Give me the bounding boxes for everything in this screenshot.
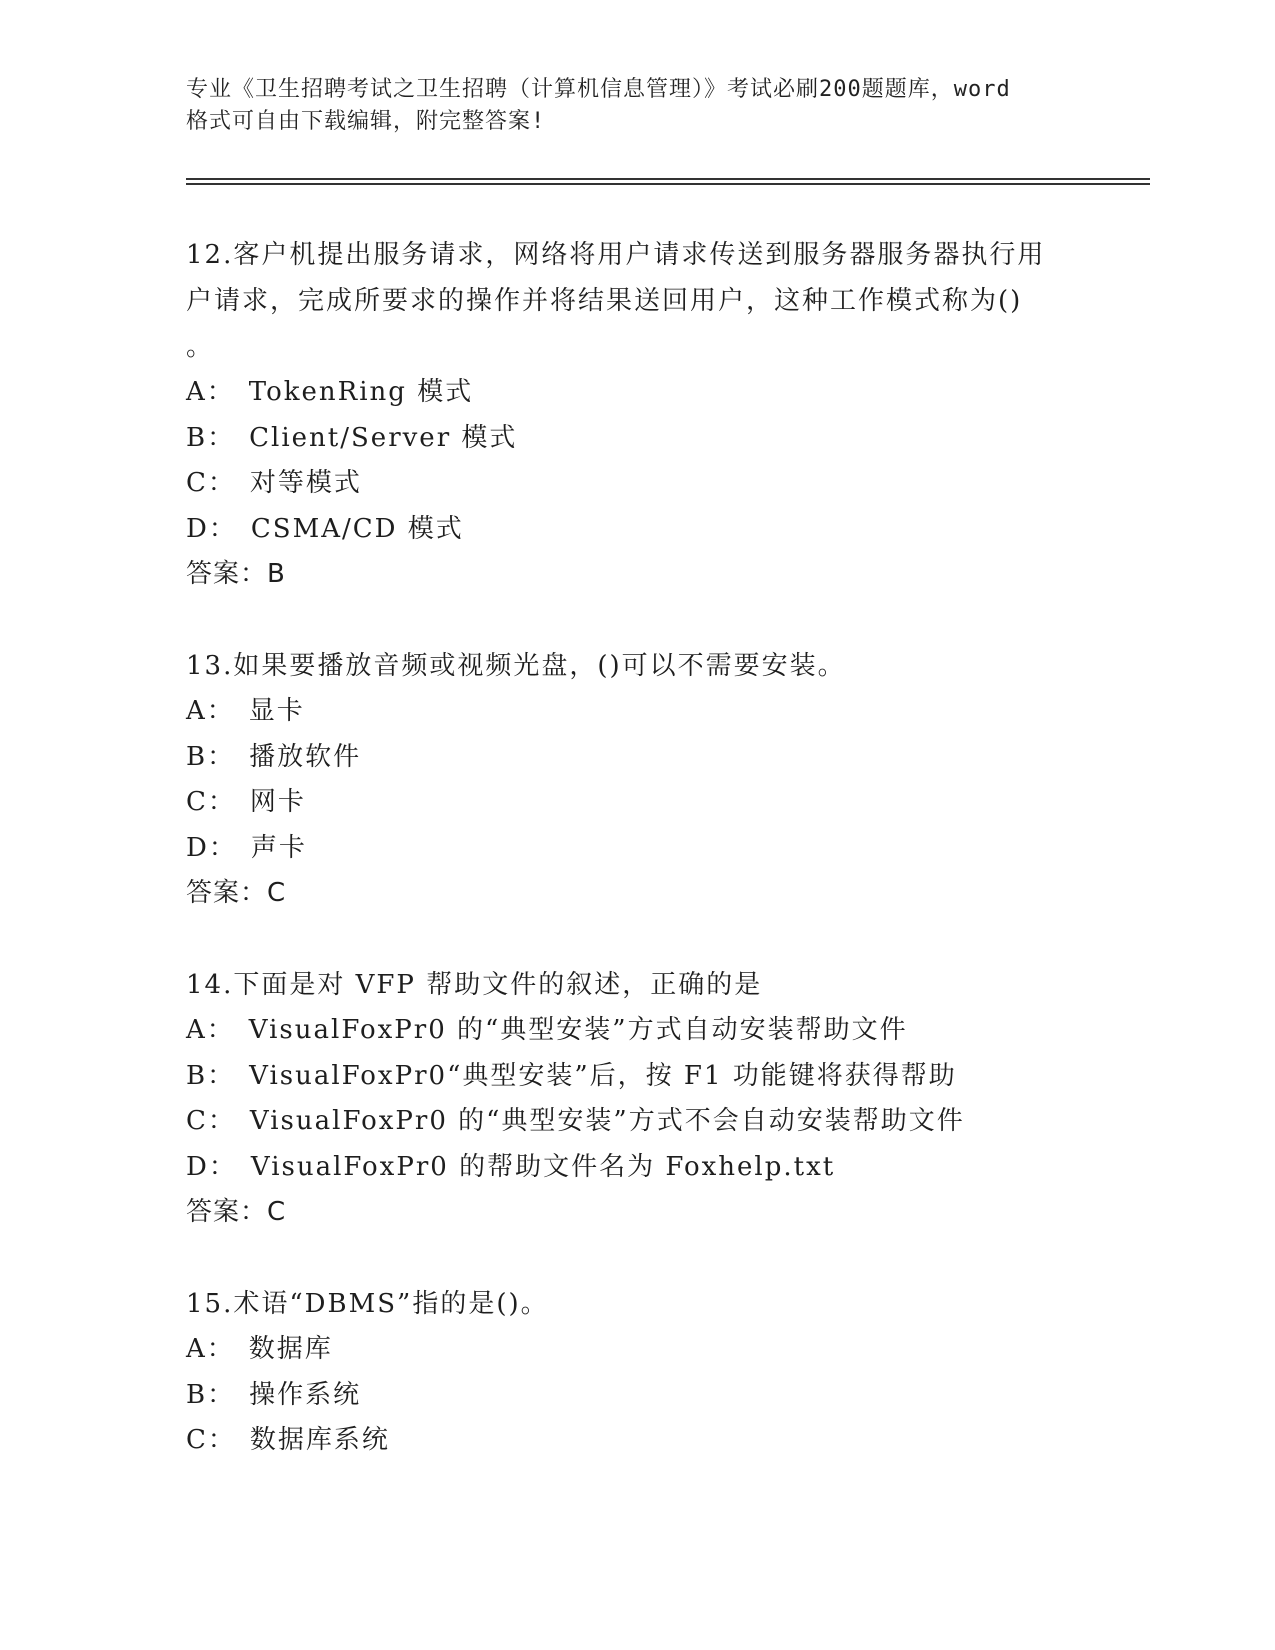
option-b: B： Client/Server 模式: [186, 422, 518, 453]
question-text-line: 13.如果要播放音频或视频光盘，()可以不需要安装。: [186, 651, 846, 681]
answer-line: 答案：B: [186, 559, 286, 589]
question-15: [186, 1281, 1126, 1464]
question-spacer: [186, 916, 1126, 962]
option-text: 网卡: [249, 787, 306, 817]
option-text: TokenRing 模式: [248, 377, 474, 407]
document-header: [186, 74, 1086, 138]
option-text: VisualFoxPr0 的“典型安装”方式不会自动安装帮助文件: [249, 1106, 965, 1136]
option-text: 对等模式: [249, 468, 362, 498]
option-a: A： VisualFoxPr0 的“典型安装”方式自动安装帮助文件: [186, 1015, 908, 1045]
option-c: C： 对等模式: [186, 468, 362, 498]
option-text: 操作系统: [249, 1379, 362, 1410]
option-a: A： 显卡: [186, 696, 305, 726]
option-text: VisualFoxPr0“典型安装”后，按 F1 功能键将获得帮助: [249, 1060, 957, 1091]
option-d: D： VisualFoxPr0 的帮助文件名为 Foxhelp.txt: [186, 1151, 836, 1182]
question-text-line: 。: [186, 332, 215, 362]
question-text-line: 15.术语“DBMS”指的是()。: [186, 1289, 549, 1319]
header-title-line-2: 格式可自由下载编辑，附完整答案!: [186, 109, 546, 134]
question-text: [186, 643, 1126, 689]
option-b: B： 操作系统: [186, 1379, 362, 1410]
option-c: C： 网卡: [186, 787, 306, 817]
question-text-line: 户请求，完成所要求的操作并将结果送回用户，这种工作模式称为(): [186, 286, 1023, 316]
option-text: CSMA/CD 模式: [250, 513, 464, 544]
header-divider-top: [186, 178, 1150, 180]
question-text: [186, 232, 1126, 370]
option-text: 声卡: [250, 832, 307, 863]
option-text: 播放软件: [249, 741, 362, 772]
question-spacer: [186, 597, 1126, 643]
option-text: Client/Server 模式: [249, 422, 518, 453]
question-text-line: 14.下面是对 VFP 帮助文件的叙述，正确的是: [186, 970, 763, 1000]
option-text: 显卡: [248, 696, 305, 726]
question-text: [186, 1281, 1126, 1327]
option-text: 数据库系统: [249, 1425, 390, 1455]
option-c: C： VisualFoxPr0 的“典型安装”方式不会自动安装帮助文件: [186, 1106, 965, 1136]
option-b: B： VisualFoxPr0“典型安装”后，按 F1 功能键将获得帮助: [186, 1060, 957, 1091]
option-a: A： 数据库: [186, 1334, 333, 1364]
option-text: 数据库: [248, 1334, 333, 1364]
question-14: [186, 962, 1126, 1235]
question-list: [186, 232, 1126, 1464]
question-13: [186, 643, 1126, 916]
question-text-line: 12.客户机提出服务请求，网络将用户请求传送到服务器服务器执行用: [186, 240, 1046, 270]
option-a: A： TokenRing 模式: [186, 377, 474, 407]
header-divider-bottom: [186, 183, 1150, 185]
option-d: D： CSMA/CD 模式: [186, 513, 464, 544]
question-text: [186, 962, 1126, 1008]
question-spacer: [186, 1235, 1126, 1281]
header-title-line-1: 专业《卫生招聘考试之卫生招聘（计算机信息管理）》考试必刷200题题库，word: [186, 77, 1011, 102]
option-d: D： 声卡: [186, 832, 307, 863]
option-b: B： 播放软件: [186, 741, 362, 772]
option-text: VisualFoxPr0 的“典型安装”方式自动安装帮助文件: [248, 1015, 908, 1045]
option-text: VisualFoxPr0 的帮助文件名为 Foxhelp.txt: [250, 1151, 836, 1182]
question-12: [186, 232, 1126, 597]
answer-line: 答案：C: [186, 878, 287, 908]
option-c: C： 数据库系统: [186, 1425, 390, 1455]
answer-line: 答案：C: [186, 1197, 287, 1227]
